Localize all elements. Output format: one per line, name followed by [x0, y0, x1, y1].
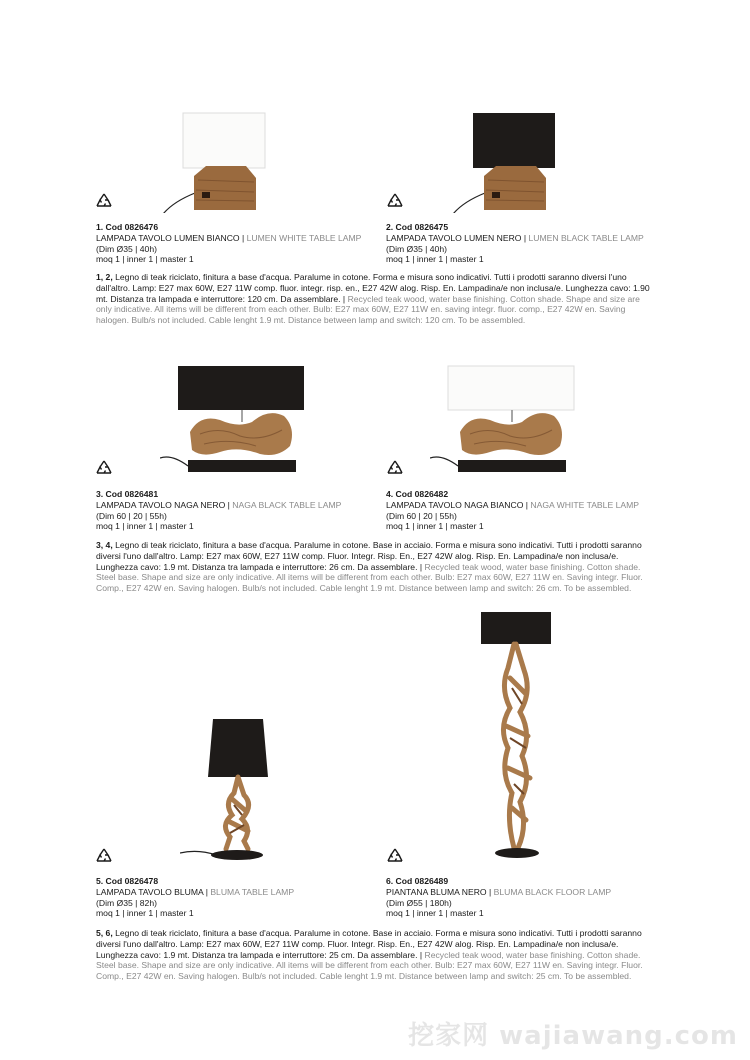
- product-image-naga-black: [160, 362, 310, 477]
- product-image-lumen-black: [440, 108, 570, 213]
- separator: |: [225, 499, 233, 510]
- product-dimensions: (Dim Ø35 | 40h): [386, 243, 447, 254]
- watermark: 挖家网 wajiawang.com: [408, 1021, 738, 1051]
- product-name-en: LUMEN WHITE TABLE LAMP: [246, 232, 362, 243]
- description-italian: Legno di teak riciclato, finitura a base d'acqua. Paralume in cotone. Forma e misura sono indicativi. Tutti i prodotti saranno diversi l'uno dall'altro. Lamp: E27 max 60W, E27 11W comp. fluor. integr. risp. en., E27 42W alog. Risp. En. Lampadina/e non inclusa/e. Lunghezza cavo: 1.90 mt. Distanza tra lampada e interruttore: 120 cm. Da assemblare. |: [96, 272, 650, 304]
- description-italian: Legno di teak riciclato, finitura a base d'acqua. Paralume in cotone. Base in acciaio. Forma e misura sono indicativi. Tutti i prodotti saranno diversi l'uno dall'altro. Lamp: E27 max 60W, E27 11W comp. Fluor. Integr. Risp. En., E27 42W alog. Risp. En. Lampadina/e non inclusa/e. Lunghezza cavo: 1.9 mt. Distanza tra lampada e interruttore: 25 cm. Da assemblare. |: [96, 928, 642, 960]
- product-image-lumen-white: [150, 108, 280, 213]
- description-numbers: 1, 2,: [96, 272, 113, 282]
- product-image-bluma-table: [180, 715, 280, 865]
- product-name-en: NAGA WHITE TABLE LAMP: [530, 499, 639, 510]
- description-english: Recycled teak wood, water base finishing. Cotton shade. Shape and size are only indicative. All items will be different from each other. Bulb: E27 max 60W, E27 11W en. saving integr. fluor. comp., E27 42W en. Saving halogen. Bulb/s not included. Cable lenght 1.9 mt. Distance between lamp and switch: 120 cm. To be assembled.: [96, 293, 640, 326]
- product-name-it: LAMPADA TAVOLO NAGA BIANCO: [386, 499, 524, 510]
- product-name-it: LAMPADA TAVOLO BLUMA: [96, 886, 204, 897]
- product-entry-4: [386, 489, 676, 532]
- description-italian: Legno di teak riciclato, finitura a base d'acqua. Paralume in cotone. Base in acciaio. Forma e misura sono indicativi. Tutti i prodotti saranno diversi l'uno dall'altro. Lamp: E27 max 60W, E27 11W comp. Fluor. Integr. Risp. En., E27 42W alog. Risp. En. Lampadina/e non inclusa/e. Lunghezza cavo: 1.9 mt. Distanza tra lampada e interruttore: 26 cm. Da assemblare. |: [96, 540, 642, 572]
- product-image-bluma-floor: [470, 608, 560, 863]
- product-name-en: LUMEN BLACK TABLE LAMP: [528, 232, 644, 243]
- product-dimensions: (Dim Ø35 | 40h): [96, 243, 157, 254]
- product-entry-3: [96, 489, 386, 532]
- product-name-it: PIANTANA BLUMA NERO: [386, 886, 487, 897]
- recycle-icon: [384, 191, 406, 213]
- product-code: 5. Cod 0826478: [96, 876, 159, 886]
- product-image-naga-white: [430, 362, 580, 477]
- separator: |: [486, 886, 494, 897]
- product-code: 3. Cod 0826481: [96, 489, 159, 499]
- product-dimensions: (Dim Ø55 | 180h): [386, 897, 452, 908]
- recycle-icon: [93, 458, 115, 480]
- product-name-it: LAMPADA TAVOLO LUMEN BIANCO: [96, 232, 240, 243]
- separator: |: [239, 232, 247, 243]
- description-english: Recycled teak wood, water base finishing. Cotton shade. Steel base. Shape and size are only indicative. All items will be different from each other. Bulb: E27 max 60W, E27 11W en. Saving integr. Fluor. Comp., E27 42W en. Saving halogen. Bulb/s not included. Cable lenght 1.9 mt. Distance between lamp and switch: 25 cm. To be assembled.: [96, 949, 643, 982]
- product-code: 1. Cod 0826476: [96, 222, 159, 232]
- product-entry-1: [96, 222, 386, 265]
- separator: |: [521, 232, 529, 243]
- product-dimensions: (Dim 60 | 20 | 55h): [96, 510, 167, 521]
- product-name-it: LAMPADA TAVOLO LUMEN NERO: [386, 232, 522, 243]
- product-entry-5: [96, 876, 386, 919]
- product-moq: moq 1 | inner 1 | master 1: [96, 908, 194, 919]
- product-dimensions: (Dim 60 | 20 | 55h): [386, 510, 457, 521]
- product-name-en: NAGA BLACK TABLE LAMP: [232, 499, 342, 510]
- recycle-icon: [93, 191, 115, 213]
- description-numbers: 5, 6,: [96, 928, 113, 938]
- recycle-icon: [384, 846, 406, 868]
- product-code: 4. Cod 0826482: [386, 489, 449, 499]
- description-english: Recycled teak wood, water base finishing. Cotton shade. Steel base. Shape and size are only indicative. All items will be different from each other. Bulb: E27 max 60W, E27 11W en. Saving integr. Fluor. Comp., E27 42W en. Saving halogen. Bulb/s not included. Cable lenght 1.9 mt. Distance between lamp and switch: 26 cm. To be assembled.: [96, 561, 643, 594]
- product-dimensions: (Dim Ø35 | 82h): [96, 897, 157, 908]
- separator: |: [523, 499, 531, 510]
- product-code: 6. Cod 0826489: [386, 876, 449, 886]
- product-entry-2: [386, 222, 676, 265]
- product-name-en: BLUMA BLACK FLOOR LAMP: [493, 886, 612, 897]
- product-moq: moq 1 | inner 1 | master 1: [96, 521, 194, 532]
- product-moq: moq 1 | inner 1 | master 1: [386, 908, 484, 919]
- description-1-2: [96, 272, 656, 326]
- recycle-icon: [384, 458, 406, 480]
- separator: |: [203, 886, 211, 897]
- product-code: 2. Cod 0826475: [386, 222, 449, 232]
- product-entry-6: [386, 876, 676, 919]
- product-name-it: LAMPADA TAVOLO NAGA NERO: [96, 499, 226, 510]
- description-3-4: [96, 540, 656, 594]
- recycle-icon: [93, 846, 115, 868]
- product-moq: moq 1 | inner 1 | master 1: [386, 521, 484, 532]
- product-moq: moq 1 | inner 1 | master 1: [96, 254, 194, 265]
- description-5-6: [96, 928, 656, 982]
- product-name-en: BLUMA TABLE LAMP: [210, 886, 295, 897]
- description-numbers: 3, 4,: [96, 540, 113, 550]
- product-moq: moq 1 | inner 1 | master 1: [386, 254, 484, 265]
